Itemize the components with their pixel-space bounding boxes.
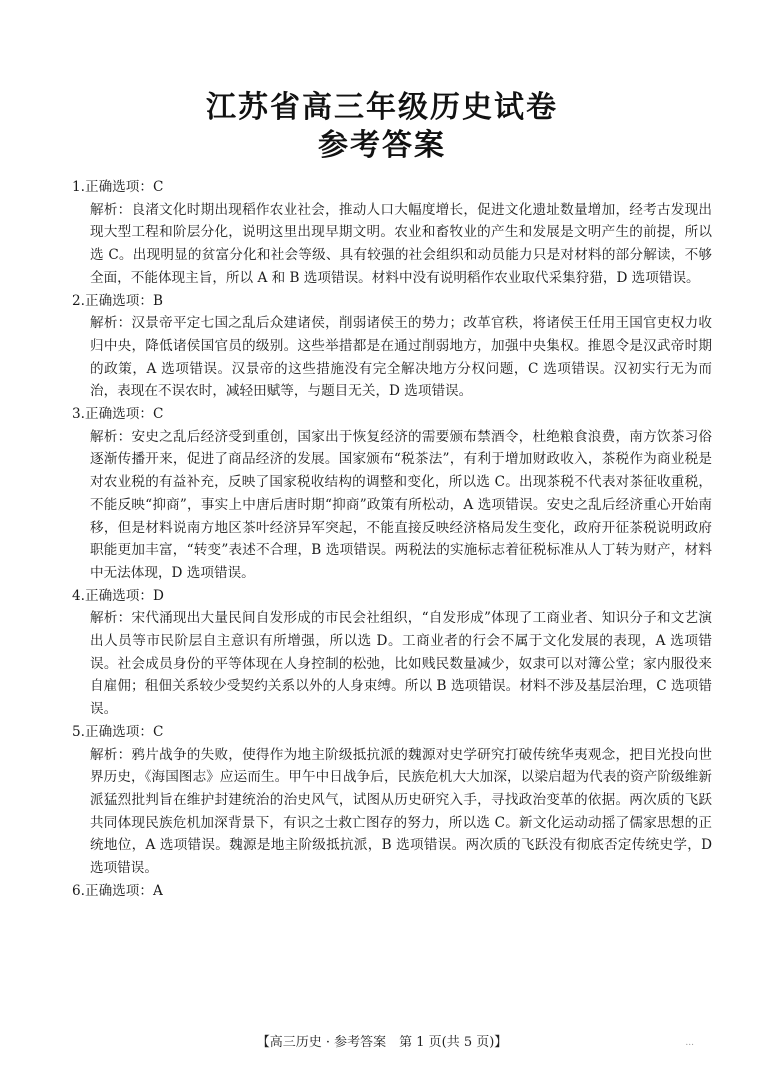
- answer-choice: 1.正确选项：C: [72, 179, 164, 195]
- answer-list: [72, 176, 712, 903]
- document-title: 江苏省高三年级历史试卷: [206, 90, 558, 125]
- answer-item-4: [72, 585, 712, 721]
- answer-explanation: 解析：汉景帝平定七国之乱后众建诸侯，削弱诸侯王的势力；改革官秩，将诸侯王任用王国官吏权力收归中央，降低诸侯国官员的级别。这些举措都是在通过削弱地方，加强中央集权。推恩令是汉武帝时期的政策，A 选项错误。汉景帝的这些措施没有完全解决地方分权问题，C 选项错误。汉初实行无为而治，表现在不误农时，减轻田赋等，与题目无关，D 选项错误。: [90, 315, 712, 400]
- answer-choice: 2.正确选项：B: [72, 292, 163, 309]
- answer-explanation: 解析：安史之乱后经济受到重创，国家出于恢复经济的需要颁布禁酒令，杜绝粮食浪费，南方饮茶习俗逐渐传播开来，促进了商品经济的发展。国家颁布“税茶法”，有利于增加财政收入，茶税作为商业税是对农业税的有益补充，反映了国家税收结构的调整和变化，所以选 C。出现茶税不代表对茶征收重税，不能反映“抑商”，事实上中唐后唐时期“抑商”政策有所松动，A 选项错误。安史之乱后经济重心开始南移，但是材料说南方地区茶叶经济异军突起，不能直接反映经济格局发生变化，政府开征茶税说明政府职能更加丰富，“转变”表述不合理，B 选项错误。两税法的实施标志着征税标准从人丁转为财产，材料中无法体现，D 选项错误。: [90, 428, 712, 581]
- answer-explanation: 解析：良渚文化时期出现稻作农业社会，推动人口大幅度增长，促进文化遗址数量增加，经考古发现出现大型工程和阶层分化，说明这里出现早期文明。农业和畜牧业的产生和发展是文明产生的前提，所以选 C。出现明显的贫富分化和社会等级、具有较强的社会组织和动员能力只是对材料的部分解读，不够全面，不能体现主旨，所以 A 和 B 选项错误。材料中没有说明稻作农业取代采集狩猎，D 选项错误。: [90, 201, 712, 286]
- answer-item-5: [72, 721, 712, 880]
- answer-explanation: 解析：宋代涌现出大量民间自发形成的市民会社组织，“自发形成”体现了工商业者、知识分子和文艺演出人员等市民阶层自主意识有所增强，所以选 D。工商业者的行会不属于文化发展的表现，A 选项错误。社会成员身份的平等体现在人身控制的松弛，比如贱民数量减少，奴隶可以对簿公堂；家内服役来自雇佣；租佃关系较少受契约关系以外的人身束缚。所以 B 选项错误。材料不涉及基层治理，C 选项错误。: [90, 610, 712, 718]
- page-footer: 【高三历史 · 参考答案 第 1 页(共 5 页)】: [256, 1035, 508, 1050]
- answer-explanation: 解析：鸦片战争的失败，使得作为地主阶级抵抗派的魏源对史学研究打破传统华夷观念，把目光投向世界历史，《海国图志》应运而生。甲午中日战争后，民族危机大大加深，以梁启超为代表的资产阶级维新派猛烈批判旨在维护封建统治的治史风气，试图从历史研究入手，寻找政治变革的依据。两次质的飞跃共同体现民族危机加深背景下，有识之士救亡图存的努力，所以选 C。新文化运动动摇了儒家思想的正统地位，A 选项错误。魏源是地主阶级抵抗派，B 选项错误。两次质的飞跃没有彻底否定传统史学，D 选项错误。: [90, 746, 712, 877]
- answer-item-3: [72, 403, 712, 585]
- answer-choice: 5.正确选项：C: [72, 723, 164, 740]
- corner-mark: ...: [685, 1038, 694, 1048]
- answer-item-6: [72, 880, 712, 903]
- answer-item-1: [72, 176, 712, 290]
- answer-item-2: [72, 290, 712, 404]
- answer-choice: 4.正确选项：D: [72, 587, 164, 604]
- answer-choice: 3.正确选项：C: [72, 406, 164, 423]
- answer-choice: 6.正确选项：A: [72, 882, 163, 899]
- document-subtitle: 参考答案: [318, 128, 446, 163]
